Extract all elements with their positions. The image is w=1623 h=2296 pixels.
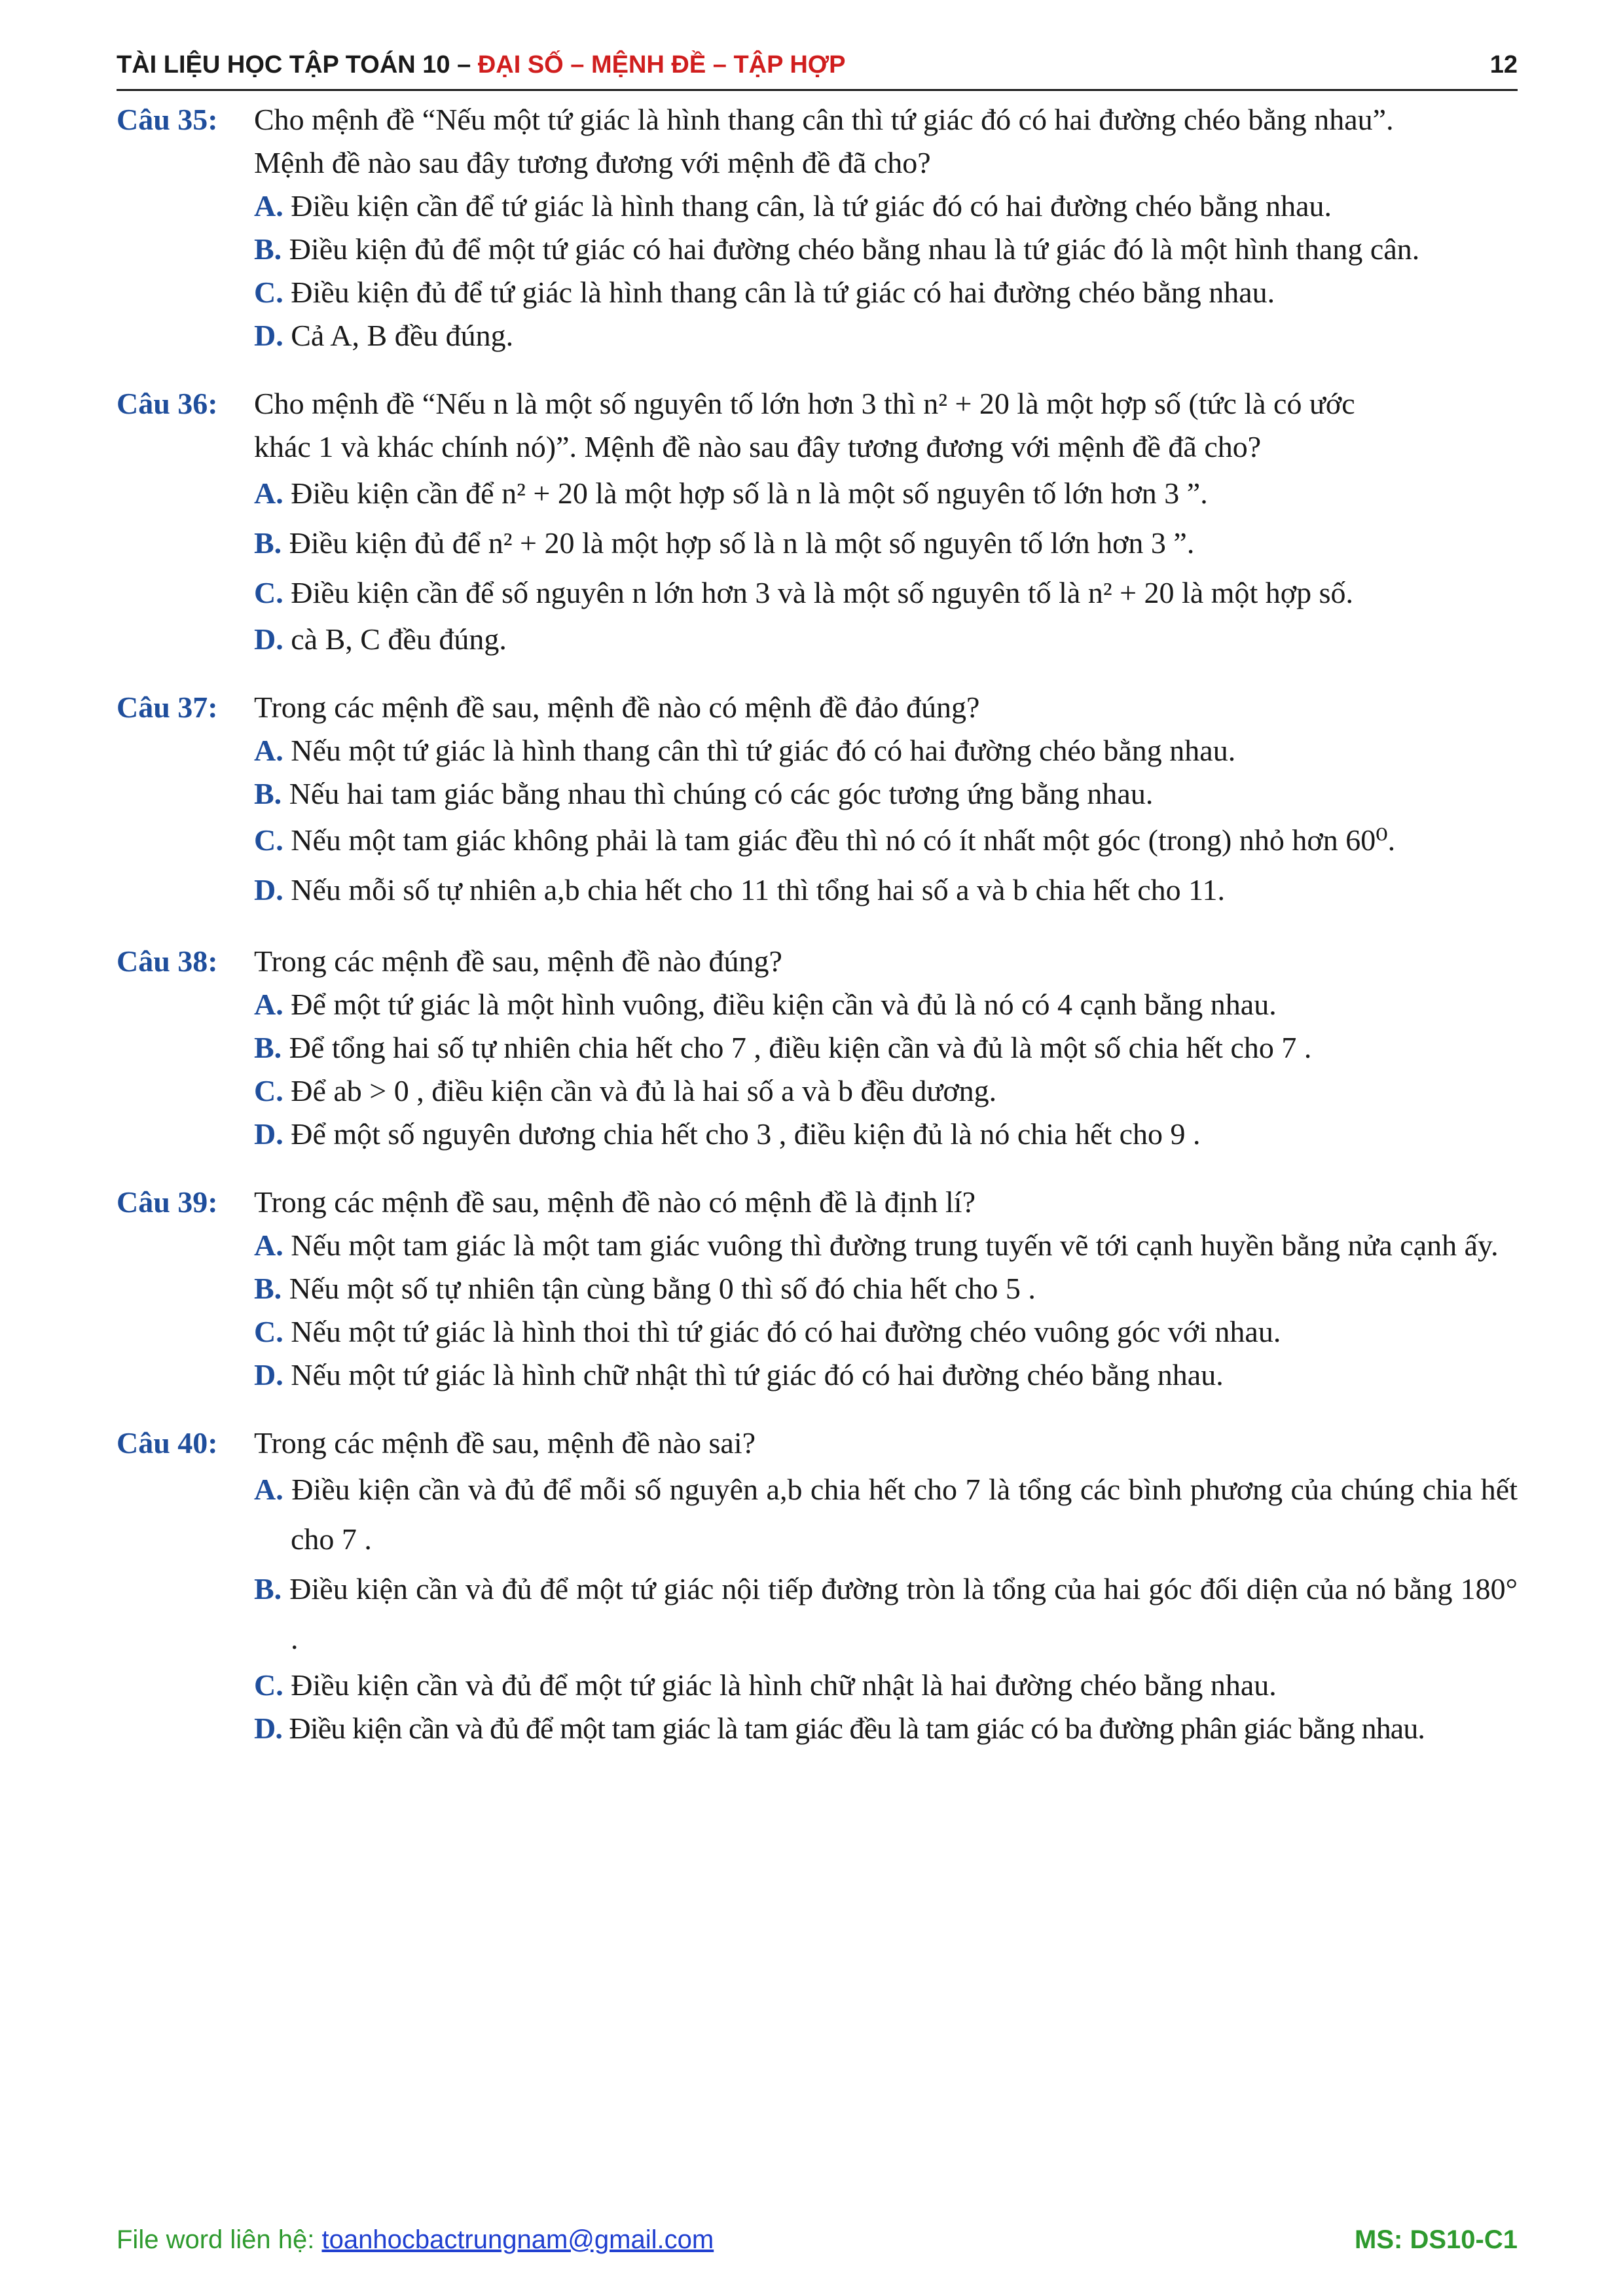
option-letter: A. [254, 189, 283, 223]
option-text: Điều kiện đủ để tứ giác là hình thang cân là tứ giác có hai đường chéo bằng nhau. [291, 276, 1275, 309]
option-b [117, 228, 1518, 271]
question-40 [117, 1422, 1518, 1750]
option-c [117, 1069, 1518, 1113]
option-letter: C. [254, 576, 283, 609]
option-letter: A. [254, 1229, 283, 1262]
option-c [117, 816, 1518, 865]
option-b [117, 1564, 1518, 1664]
option-letter: B. [254, 1572, 282, 1605]
option-a [117, 983, 1518, 1026]
question-list [117, 98, 1518, 1775]
option-letter: A. [254, 1473, 283, 1506]
question-label: Câu 35: [117, 103, 218, 136]
option-letter: B. [254, 777, 282, 810]
question-stem-line: khác 1 và khác chính nó)”. Mệnh đề nào sau đây tương đương với mệnh đề đã cho? [254, 430, 1262, 463]
option-letter: B. [254, 1031, 282, 1064]
option-c [117, 568, 1518, 618]
option-d [117, 618, 1518, 661]
page-footer [117, 2225, 1518, 2265]
title-chapter: ĐẠI SỐ – MỆNH ĐỀ – TẬP HỢP [477, 51, 846, 79]
option-b [117, 772, 1518, 816]
question-label: Câu 40: [117, 1426, 218, 1460]
question-35 [117, 98, 1518, 357]
title-series: TÀI LIỆU HỌC TẬP TOÁN 10 – [117, 51, 478, 79]
option-text: Để ab > 0 , điều kiện cần và đủ là hai số a và b đều dương. [291, 1074, 997, 1107]
question-label: Câu 38: [117, 944, 218, 978]
option-letter: B. [254, 526, 282, 560]
option-b [117, 1267, 1518, 1310]
option-text: Cả A, B đều đúng. [291, 319, 514, 352]
option-a [117, 1224, 1518, 1267]
option-text: Để tổng hai số tự nhiên chia hết cho 7 , điều kiện cần và đủ là một số chia hết cho 7 . [289, 1031, 1312, 1064]
option-letter: D. [254, 319, 283, 352]
option-text: Nếu một số tự nhiên tận cùng bằng 0 thì số đó chia hết cho 5 . [289, 1272, 1036, 1305]
option-c [117, 1664, 1518, 1707]
option-letter: C. [254, 1315, 283, 1348]
footer-label: File word liên hệ: [117, 2225, 322, 2254]
contact-email-link[interactable]: toanhocbactrungnam@gmail.com [321, 2225, 714, 2254]
question-stem-line: Trong các mệnh đề sau, mệnh đề nào có mệnh đề là định lí? [254, 1185, 976, 1219]
question-stem-line: Trong các mệnh đề sau, mệnh đề nào có mệnh đề đảo đúng? [254, 691, 980, 724]
option-letter: C. [254, 1074, 283, 1107]
option-text: Điều kiện cần và đủ để một tứ giác nội tiếp đường tròn là tổng của hai góc đối diện của nó bằng 180° . [289, 1572, 1518, 1655]
option-letter: D. [254, 873, 283, 906]
option-c [117, 1310, 1518, 1354]
option-letter: B. [254, 232, 282, 266]
option-a [117, 185, 1518, 228]
question-39 [117, 1181, 1518, 1397]
option-d [117, 1707, 1518, 1750]
option-text: Nếu hai tam giác bằng nhau thì chúng có các góc tương ứng bằng nhau. [289, 777, 1154, 810]
question-stem-line: Trong các mệnh đề sau, mệnh đề nào đúng? [254, 944, 782, 978]
option-a [117, 469, 1518, 518]
option-d [117, 1354, 1518, 1397]
option-text: Điều kiện cần để n² + 20 là một hợp số là n là một số nguyên tố lớn hơn 3 ”. [291, 476, 1208, 510]
option-text: Để một số nguyên dương chia hết cho 3 , điều kiện đủ là nó chia hết cho 9 . [291, 1117, 1201, 1151]
option-letter: C. [254, 1668, 283, 1702]
option-text: Điều kiện đủ để một tứ giác có hai đường chéo bằng nhau là tứ giác đó là một hình thang cân. [289, 232, 1420, 266]
question-stem-line: Cho mệnh đề “Nếu một tứ giác là hình thang cân thì tứ giác đó có hai đường chéo bằng nhau”. [254, 103, 1394, 136]
option-text: Nếu một tứ giác là hình thoi thì tứ giác đó có hai đường chéo vuông góc với nhau. [291, 1315, 1281, 1348]
page-number: 12 [1489, 51, 1518, 79]
option-text: Điều kiện cần và đủ để một tam giác là tam giác đều là tam giác có ba đường phân giác bằng nhau. [289, 1712, 1425, 1745]
option-b [117, 1026, 1518, 1069]
question-36 [117, 382, 1518, 661]
question-label: Câu 39: [117, 1185, 218, 1219]
question-label: Câu 36: [117, 387, 218, 420]
option-text: Nếu một tam giác không phải là tam giác đều thì nó có ít nhất một góc (trong) nhỏ hơn 60⁰. [291, 823, 1396, 857]
option-text: Điều kiện cần để tứ giác là hình thang cân, là tứ giác đó có hai đường chéo bằng nhau. [291, 189, 1332, 223]
header-divider [117, 89, 1518, 91]
option-text: Để một tứ giác là một hình vuông, điều kiện cần và đủ là nó có 4 cạnh bằng nhau. [291, 988, 1277, 1021]
page-header [117, 51, 1518, 88]
option-letter: C. [254, 823, 283, 857]
option-text: Nếu một tứ giác là hình chữ nhật thì tứ giác đó có hai đường chéo bằng nhau. [291, 1358, 1224, 1391]
option-text: Nếu mỗi số tự nhiên a,b chia hết cho 11 thì tổng hai số a và b chia hết cho 11. [291, 873, 1225, 906]
question-stem-line: Trong các mệnh đề sau, mệnh đề nào sai? [254, 1426, 756, 1460]
option-text: Điều kiện cần và đủ để một tứ giác là hình chữ nhật là hai đường chéo bằng nhau. [291, 1668, 1277, 1702]
option-text: Điều kiện đủ để n² + 20 là một hợp số là n là một số nguyên tố lớn hơn 3 ”. [289, 526, 1195, 560]
footer-contact [117, 2225, 714, 2255]
option-text: Nếu một tứ giác là hình thang cân thì tứ giác đó có hai đường chéo bằng nhau. [291, 734, 1236, 767]
option-a [117, 1465, 1518, 1564]
option-letter: B. [254, 1272, 282, 1305]
option-d [117, 314, 1518, 357]
option-d [117, 865, 1518, 915]
option-a [117, 729, 1518, 772]
option-letter: A. [254, 734, 283, 767]
option-letter: D. [254, 1358, 283, 1391]
question-37 [117, 686, 1518, 915]
document-code: MS: DS10-C1 [1355, 2225, 1518, 2254]
document-title [117, 51, 846, 79]
question-label: Câu 37: [117, 691, 218, 724]
option-letter: D. [254, 622, 283, 656]
option-text: Điều kiện cần để số nguyên n lớn hơn 3 và là một số nguyên tố là n² + 20 là một hợp số. [291, 576, 1354, 609]
option-c [117, 271, 1518, 314]
option-text: Điều kiện cần và đủ để mỗi số nguyên a,b chia hết cho 7 là tổng các bình phương của chúng chia hết cho 7 . [291, 1473, 1518, 1556]
option-letter: D. [254, 1117, 283, 1151]
question-stem-line: Mệnh đề nào sau đây tương đương với mệnh đề đã cho? [254, 146, 931, 179]
option-text: cà B, C đều đúng. [291, 622, 507, 656]
question-stem-line: Cho mệnh đề “Nếu n là một số nguyên tố lớn hơn 3 thì n² + 20 là một hợp số (tức là có ước [254, 387, 1355, 420]
question-38 [117, 940, 1518, 1156]
option-b [117, 518, 1518, 568]
option-text: Nếu một tam giác là một tam giác vuông thì đường trung tuyến vẽ tới cạnh huyền bằng nửa cạnh ấy. [291, 1229, 1499, 1262]
option-letter: A. [254, 988, 283, 1021]
option-letter: D. [254, 1712, 282, 1745]
option-letter: A. [254, 476, 283, 510]
option-d [117, 1113, 1518, 1156]
option-letter: C. [254, 276, 283, 309]
